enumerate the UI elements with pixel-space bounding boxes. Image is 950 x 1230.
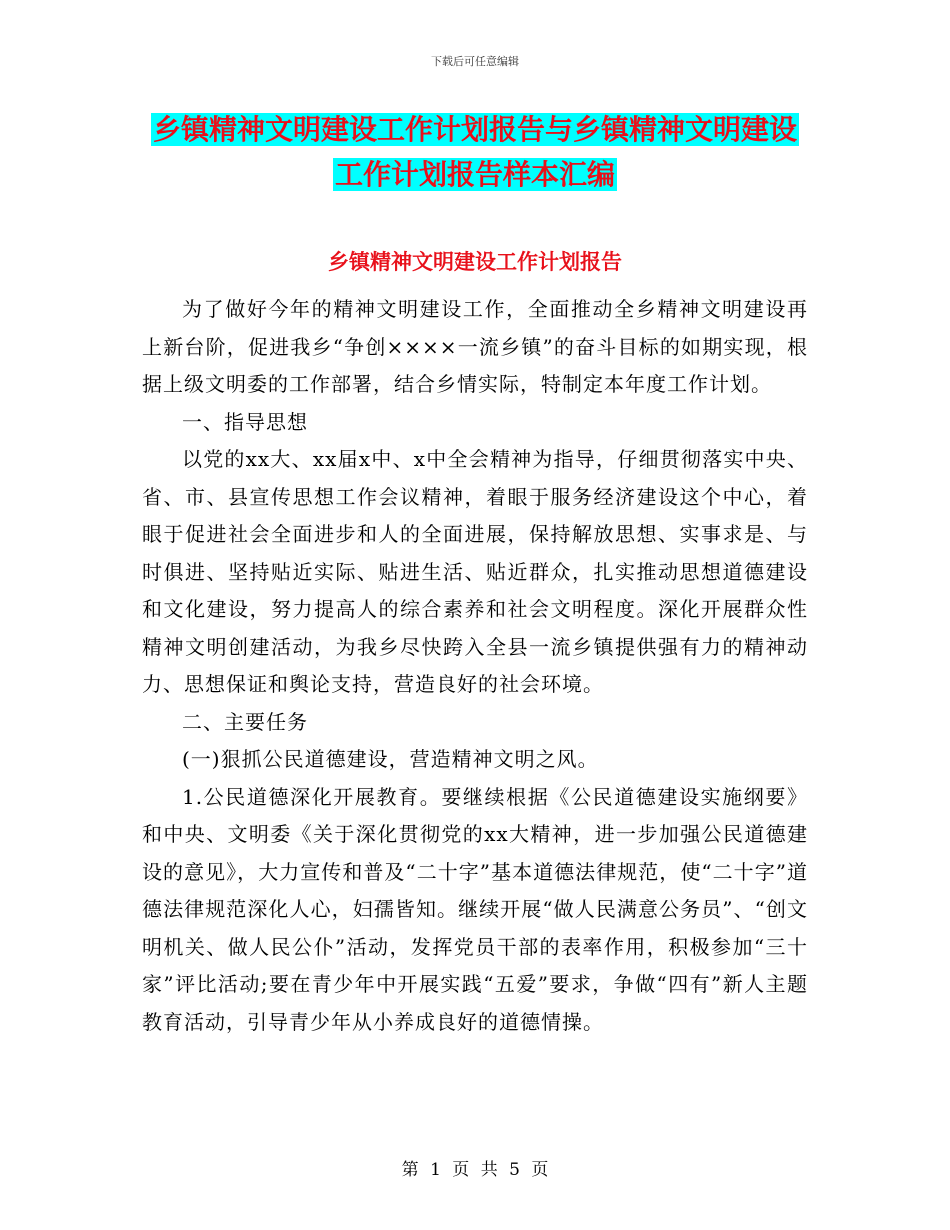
page-footer: 第 1 页 共 5 页	[401, 1160, 549, 1180]
section-title: 乡镇精神文明建设工作计划报告	[328, 250, 622, 274]
intro-paragraph: 为了做好今年的精神文明建设工作，全面推动全乡精神文明建设再上新台阶，促进我乡“争创××××一流乡镇”的奋斗目标的如期实现，根据上级文明委的工作部署，结合乡情实际，特制定本年度工作计划。	[142, 297, 808, 396]
document-title-line-2	[0, 155, 950, 195]
subheading-civic-morality: (一)狠抓公民道德建设，营造精神文明之风。	[182, 747, 599, 771]
civic-morality-paragraph: 1.公民道德深化开展教育。要继续根据《公民道德建设实施纲要》和中央、文明委《关于深化贯彻党的xx大精神，进一步加强公民道德建设的意见》，大力宣传和普及“二十字”基本道德法律规范，使“二十字”道德法律规范深化人心，妇孺皆知。继续开展“做人民满意公务员”、“创文明机关、做人民公仆”活动，发挥党员干部的表率作用，积极参加“三十家”评比活动;要在青少年中开展实践“五爱”要求，争做“四有”新人主题教育活动，引导青少年从小养成良好的道德情操。	[142, 784, 808, 1034]
heading-guiding-ideology: 一、指导思想	[182, 409, 308, 434]
header-note: 下载后可任意编辑	[431, 55, 519, 68]
heading-main-tasks: 二、主要任务	[182, 709, 308, 734]
document-title-line-1	[0, 110, 950, 150]
guiding-ideology-paragraph: 以党的xx大、xx届x中、x中全会精神为指导，仔细贯彻落实中央、省、市、县宣传思想工作会议精神，着眼于服务经济建设这个中心，着眼于促进社会全面进步和人的全面进展，保持解放思想、实事求是、与时俱进、坚持贴近实际、贴进生活、贴近群众，扎实推动思想道德建设和文化建设，努力提高人的综合素养和社会文明程度。深化开展群众性精神文明创建活动，为我乡尽快跨入全县一流乡镇提供强有力的精神动力、思想保证和舆论支持，营造良好的社会环境。	[142, 447, 808, 696]
document-body	[142, 291, 808, 1041]
document-title-line-2-text: 工作计划报告样本汇编	[334, 158, 615, 191]
document-title-line-1-text: 乡镇精神文明建设工作计划报告与乡镇精神文明建设	[152, 113, 797, 146]
